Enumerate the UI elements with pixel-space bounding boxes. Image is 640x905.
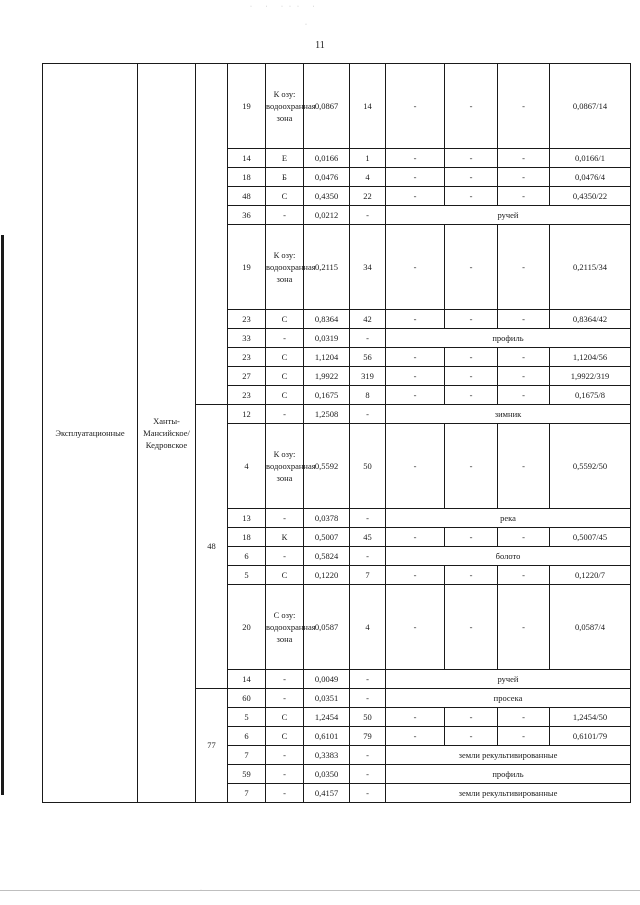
area-cell: 0,3383 bbox=[304, 746, 350, 765]
plot-number-cell: 19 bbox=[228, 64, 266, 149]
area-cell: 0,5007 bbox=[304, 528, 350, 547]
dash-cell: - bbox=[498, 187, 550, 206]
plot-number-cell: 6 bbox=[228, 727, 266, 746]
dash-cell: - bbox=[386, 187, 445, 206]
note-cell: зимник bbox=[386, 405, 631, 424]
dash-cell: - bbox=[498, 149, 550, 168]
plot-number-cell: 59 bbox=[228, 765, 266, 784]
forest-plots-table bbox=[42, 63, 631, 803]
dash-cell: - bbox=[445, 149, 498, 168]
ratio-cell: 1,9922/319 bbox=[550, 367, 631, 386]
area-cell: 0,0476 bbox=[304, 168, 350, 187]
ratio-cell: 0,6101/79 bbox=[550, 727, 631, 746]
stock-cell: - bbox=[350, 329, 386, 348]
category-code-cell: К озу: водоохранная зона bbox=[266, 225, 304, 310]
area-cell: 1,2508 bbox=[304, 405, 350, 424]
ratio-cell: 0,2115/34 bbox=[550, 225, 631, 310]
dash-cell: - bbox=[498, 727, 550, 746]
note-cell: земли рекультивированные bbox=[386, 784, 631, 803]
category-code-cell: - bbox=[266, 509, 304, 528]
note-cell: просека bbox=[386, 689, 631, 708]
plot-number-cell: 13 bbox=[228, 509, 266, 528]
plot-number-cell: 23 bbox=[228, 348, 266, 367]
area-cell: 1,9922 bbox=[304, 367, 350, 386]
stock-cell: 319 bbox=[350, 367, 386, 386]
ratio-cell: 1,2454/50 bbox=[550, 708, 631, 727]
category-code-cell: - bbox=[266, 746, 304, 765]
plot-number-cell: 4 bbox=[228, 424, 266, 509]
note-cell: профиль bbox=[386, 329, 631, 348]
category-code-cell: С bbox=[266, 348, 304, 367]
plot-number-cell: 12 bbox=[228, 405, 266, 424]
category-code-cell: - bbox=[266, 405, 304, 424]
ratio-cell: 0,0476/4 bbox=[550, 168, 631, 187]
dash-cell: - bbox=[445, 64, 498, 149]
area-cell: 0,4157 bbox=[304, 784, 350, 803]
dash-cell: - bbox=[386, 727, 445, 746]
ratio-cell: 0,5592/50 bbox=[550, 424, 631, 509]
stock-cell: 79 bbox=[350, 727, 386, 746]
category-code-cell: К озу: водоохранная зона bbox=[266, 424, 304, 509]
stock-cell: - bbox=[350, 765, 386, 784]
dash-cell: - bbox=[498, 348, 550, 367]
plot-number-cell: 18 bbox=[228, 168, 266, 187]
stock-cell: - bbox=[350, 206, 386, 225]
dash-cell: - bbox=[498, 386, 550, 405]
stock-cell: 56 bbox=[350, 348, 386, 367]
stock-cell: 4 bbox=[350, 585, 386, 670]
stock-cell: - bbox=[350, 689, 386, 708]
category-code-cell: Б bbox=[266, 168, 304, 187]
dash-cell: - bbox=[386, 566, 445, 585]
category-code-cell: С bbox=[266, 727, 304, 746]
note-cell: ручей bbox=[386, 206, 631, 225]
dash-cell: - bbox=[498, 168, 550, 187]
dash-cell: - bbox=[445, 187, 498, 206]
ratio-cell: 0,4350/22 bbox=[550, 187, 631, 206]
area-cell: 0,0867 bbox=[304, 64, 350, 149]
note-cell: река bbox=[386, 509, 631, 528]
stock-cell: 14 bbox=[350, 64, 386, 149]
dash-cell: - bbox=[498, 585, 550, 670]
dash-cell: - bbox=[498, 367, 550, 386]
stock-cell: - bbox=[350, 784, 386, 803]
dash-cell: - bbox=[386, 367, 445, 386]
dash-cell: - bbox=[445, 225, 498, 310]
dash-cell: - bbox=[386, 585, 445, 670]
bottom-rule bbox=[0, 890, 640, 891]
area-cell: 0,0049 bbox=[304, 670, 350, 689]
stock-cell: 50 bbox=[350, 708, 386, 727]
quarter-cell bbox=[196, 64, 228, 405]
dash-cell: - bbox=[386, 424, 445, 509]
dash-cell: - bbox=[498, 708, 550, 727]
stock-cell: - bbox=[350, 670, 386, 689]
ratio-cell: 0,1675/8 bbox=[550, 386, 631, 405]
plot-number-cell: 23 bbox=[228, 386, 266, 405]
stock-cell: 45 bbox=[350, 528, 386, 547]
category-code-cell: С озу: водоохранная зона bbox=[266, 585, 304, 670]
dash-cell: - bbox=[445, 386, 498, 405]
category-code-cell: С bbox=[266, 386, 304, 405]
note-cell: земли рекультивированные bbox=[386, 746, 631, 765]
ratio-cell: 0,0587/4 bbox=[550, 585, 631, 670]
plot-number-cell: 36 bbox=[228, 206, 266, 225]
category-code-cell: - bbox=[266, 206, 304, 225]
area-cell: 0,4350 bbox=[304, 187, 350, 206]
stock-cell: 42 bbox=[350, 310, 386, 329]
area-cell: 0,6101 bbox=[304, 727, 350, 746]
dash-cell: - bbox=[386, 225, 445, 310]
stock-cell: 50 bbox=[350, 424, 386, 509]
area-cell: 0,1675 bbox=[304, 386, 350, 405]
ratio-cell: 1,1204/56 bbox=[550, 348, 631, 367]
area-cell: 0,0350 bbox=[304, 765, 350, 784]
category-cell: Эксплуатационные bbox=[43, 64, 138, 803]
scan-specks: · · ··· · bbox=[250, 4, 321, 10]
table-row bbox=[43, 64, 631, 149]
dash-cell: - bbox=[445, 528, 498, 547]
category-code-cell: С bbox=[266, 566, 304, 585]
plot-number-cell: 20 bbox=[228, 585, 266, 670]
area-cell: 0,0319 bbox=[304, 329, 350, 348]
dash-cell: - bbox=[386, 708, 445, 727]
category-code-cell: - bbox=[266, 670, 304, 689]
stock-cell: - bbox=[350, 547, 386, 566]
dash-cell: - bbox=[386, 168, 445, 187]
quarter-cell: 48 bbox=[196, 405, 228, 689]
plot-number-cell: 23 bbox=[228, 310, 266, 329]
dash-cell: - bbox=[498, 566, 550, 585]
category-code-cell: К bbox=[266, 528, 304, 547]
plot-number-cell: 5 bbox=[228, 566, 266, 585]
dash-cell: - bbox=[498, 225, 550, 310]
area-cell: 0,8364 bbox=[304, 310, 350, 329]
plot-number-cell: 48 bbox=[228, 187, 266, 206]
category-code-cell: К озу: водоохранная зона bbox=[266, 64, 304, 149]
stock-cell: 34 bbox=[350, 225, 386, 310]
area-cell: 0,5824 bbox=[304, 547, 350, 566]
ratio-cell: 0,0166/1 bbox=[550, 149, 631, 168]
plot-number-cell: 33 bbox=[228, 329, 266, 348]
area-cell: 0,0166 bbox=[304, 149, 350, 168]
category-code-cell: С bbox=[266, 708, 304, 727]
area-cell: 0,5592 bbox=[304, 424, 350, 509]
page-number: 11 bbox=[315, 40, 325, 51]
note-cell: болото bbox=[386, 547, 631, 566]
plot-number-cell: 7 bbox=[228, 746, 266, 765]
area-cell: 0,2115 bbox=[304, 225, 350, 310]
category-code-cell: С bbox=[266, 367, 304, 386]
ratio-cell: 0,1220/7 bbox=[550, 566, 631, 585]
area-cell: 0,0378 bbox=[304, 509, 350, 528]
stock-cell: - bbox=[350, 405, 386, 424]
scan-speck: · bbox=[305, 22, 307, 28]
dash-cell: - bbox=[445, 566, 498, 585]
plot-number-cell: 6 bbox=[228, 547, 266, 566]
dash-cell: - bbox=[445, 310, 498, 329]
plot-number-cell: 18 bbox=[228, 528, 266, 547]
dash-cell: - bbox=[445, 585, 498, 670]
stock-cell: 8 bbox=[350, 386, 386, 405]
dash-cell: - bbox=[445, 168, 498, 187]
note-cell: профиль bbox=[386, 765, 631, 784]
category-code-cell: - bbox=[266, 765, 304, 784]
dash-cell: - bbox=[445, 348, 498, 367]
dash-cell: - bbox=[498, 310, 550, 329]
stock-cell: 7 bbox=[350, 566, 386, 585]
dash-cell: - bbox=[386, 528, 445, 547]
category-code-cell: - bbox=[266, 547, 304, 566]
dash-cell: - bbox=[386, 348, 445, 367]
dash-cell: - bbox=[498, 424, 550, 509]
stock-cell: 4 bbox=[350, 168, 386, 187]
dash-cell: - bbox=[445, 727, 498, 746]
scan-speck: · bbox=[200, 888, 202, 894]
quarter-cell: 77 bbox=[196, 689, 228, 803]
note-cell: ручей bbox=[386, 670, 631, 689]
stock-cell: - bbox=[350, 509, 386, 528]
area-cell: 0,1220 bbox=[304, 566, 350, 585]
ratio-cell: 0,0867/14 bbox=[550, 64, 631, 149]
dash-cell: - bbox=[386, 64, 445, 149]
plot-number-cell: 5 bbox=[228, 708, 266, 727]
area-cell: 0,0587 bbox=[304, 585, 350, 670]
dash-cell: - bbox=[445, 367, 498, 386]
dash-cell: - bbox=[386, 310, 445, 329]
plot-number-cell: 7 bbox=[228, 784, 266, 803]
plot-number-cell: 19 bbox=[228, 225, 266, 310]
dash-cell: - bbox=[445, 708, 498, 727]
category-code-cell: С bbox=[266, 187, 304, 206]
category-code-cell: - bbox=[266, 689, 304, 708]
plot-number-cell: 14 bbox=[228, 670, 266, 689]
area-cell: 0,0351 bbox=[304, 689, 350, 708]
area-cell: 1,1204 bbox=[304, 348, 350, 367]
category-code-cell: Е bbox=[266, 149, 304, 168]
dash-cell: - bbox=[386, 149, 445, 168]
plot-number-cell: 60 bbox=[228, 689, 266, 708]
category-code-cell: С bbox=[266, 310, 304, 329]
category-code-cell: - bbox=[266, 784, 304, 803]
area-cell: 0,0212 bbox=[304, 206, 350, 225]
dash-cell: - bbox=[498, 528, 550, 547]
ratio-cell: 0,8364/42 bbox=[550, 310, 631, 329]
area-cell: 1,2454 bbox=[304, 708, 350, 727]
dash-cell: - bbox=[386, 386, 445, 405]
region-cell: Ханты-Мансийское/ Кедровское bbox=[138, 64, 196, 803]
binding-edge-mark bbox=[1, 235, 4, 795]
plot-number-cell: 27 bbox=[228, 367, 266, 386]
category-code-cell: - bbox=[266, 329, 304, 348]
stock-cell: 1 bbox=[350, 149, 386, 168]
plot-number-cell: 14 bbox=[228, 149, 266, 168]
dash-cell: - bbox=[498, 64, 550, 149]
stock-cell: - bbox=[350, 746, 386, 765]
ratio-cell: 0,5007/45 bbox=[550, 528, 631, 547]
stock-cell: 22 bbox=[350, 187, 386, 206]
dash-cell: - bbox=[445, 424, 498, 509]
